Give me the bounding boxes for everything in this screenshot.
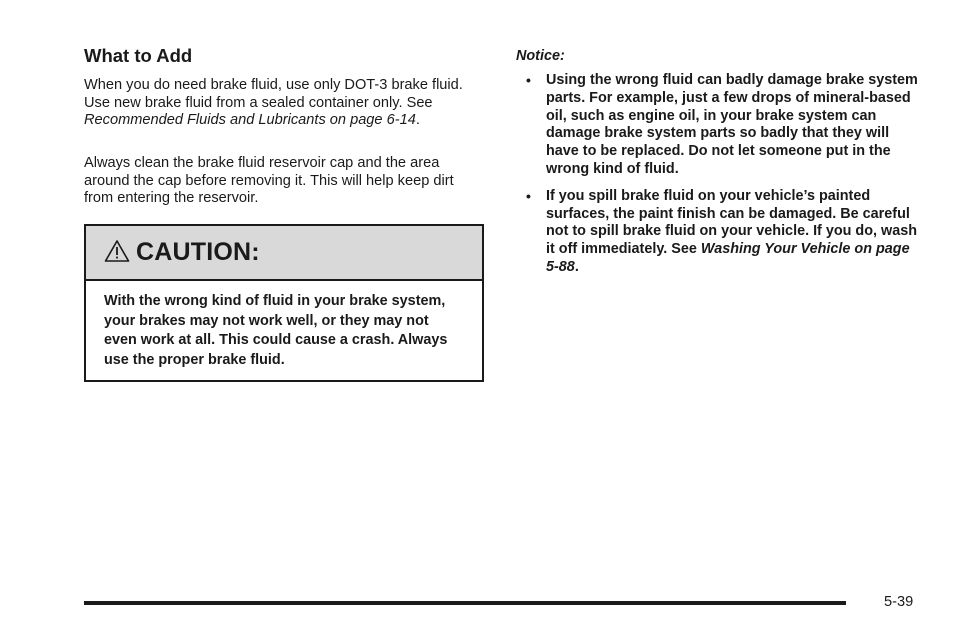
cross-reference-link[interactable]: Recommended Fluids and Lubricants on page 6-14 <box>84 112 416 129</box>
caution-title: CAUTION: <box>136 238 260 266</box>
notice-bullet-wrong-fluid <box>524 72 924 179</box>
paragraph-text: When you do need brake fluid, use only DOT-3 brake fluid. Use new brake fluid from a sealed container only. See <box>84 77 463 111</box>
footer-divider <box>84 601 846 605</box>
brake-fluid-paragraph <box>84 77 484 130</box>
bullet-end: . <box>574 258 579 275</box>
section-heading: What to Add <box>84 45 193 66</box>
warning-triangle-icon <box>104 239 130 263</box>
bullet-icon: • <box>526 187 531 204</box>
reservoir-paragraph: Always clean the brake fluid reservoir cap and the area around the cap before removing it. This will help keep dirt from entering the reservoir. <box>84 155 454 207</box>
caution-header <box>86 226 482 281</box>
cross-reference-link[interactable]: Washing Your Vehicle on page 5-88 <box>546 241 910 275</box>
notice-label: Notice: <box>516 48 565 64</box>
paragraph-end: . <box>415 112 420 129</box>
caution-body: With the wrong kind of fluid in your brake system, your brakes may not work well, or they may not even work at all. This could cause a crash. Always use the proper brake fluid. <box>104 293 448 368</box>
notice-list <box>524 72 924 286</box>
bullet-text: If you spill brake fluid on your vehicle’s painted surfaces, the paint finish can be damaged. Be careful not to spill brake fluid on your vehicle. If you do, wash it off immediately. See <box>546 187 918 258</box>
bullet-text: Using the wrong fluid can badly damage brake system parts. For example, just a few drops of mineral-based oil, such as engine oil, in your brake system can damage brake system parts so badly that they will have to be replaced. Do not let someone put in the wrong kind of fluid. <box>546 72 918 177</box>
bullet-icon: • <box>526 72 531 88</box>
page-number: 5-39 <box>884 594 914 610</box>
notice-bullet-spill <box>524 188 924 277</box>
caution-box <box>84 224 484 382</box>
